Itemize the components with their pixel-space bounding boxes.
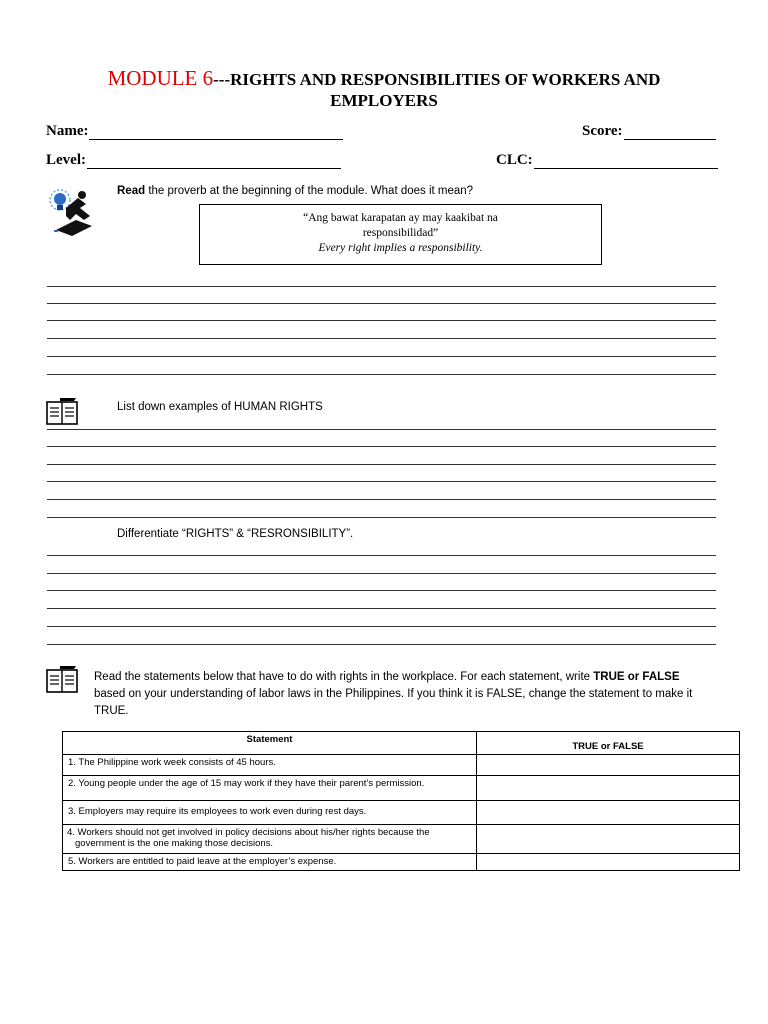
statement-cell: 3. Employers may require its employees to work even during rest days. bbox=[63, 801, 477, 825]
answer-line[interactable] bbox=[47, 590, 716, 591]
statement-column-header: Statement bbox=[63, 732, 477, 755]
level-label: Level: bbox=[46, 152, 86, 168]
proverb-english: Every right implies a responsibility. bbox=[318, 242, 483, 254]
answer-cell[interactable] bbox=[477, 825, 740, 854]
answer-line[interactable] bbox=[47, 517, 716, 518]
notebook-icon bbox=[46, 665, 78, 697]
section4-instruction-part3: TRUE. bbox=[94, 705, 129, 717]
answer-cell[interactable] bbox=[477, 801, 740, 825]
proverb-tagalog-line2: responsibilidad” bbox=[362, 227, 439, 239]
notebook-icon bbox=[46, 397, 78, 429]
answer-line[interactable] bbox=[47, 644, 716, 645]
answer-line[interactable] bbox=[47, 374, 716, 375]
clc-blank[interactable] bbox=[534, 155, 718, 169]
score-blank[interactable] bbox=[624, 126, 716, 140]
title-line1: RIGHTS AND RESPONSIBILITIES OF WORKERS AND bbox=[230, 70, 661, 89]
answer-line[interactable] bbox=[47, 573, 716, 574]
statements-table bbox=[62, 731, 740, 871]
name-label: Name: bbox=[46, 123, 89, 139]
table-row bbox=[63, 801, 740, 825]
answer-cell[interactable] bbox=[477, 854, 740, 871]
statement-cell: 2. Young people under the age of 15 may work if they have their parent’s permission. bbox=[63, 776, 477, 801]
answer-line[interactable] bbox=[47, 320, 716, 321]
answer-cell[interactable] bbox=[477, 776, 740, 801]
name-field[interactable] bbox=[46, 123, 343, 140]
answer-line[interactable] bbox=[47, 555, 716, 556]
section4-instruction bbox=[94, 669, 734, 720]
answer-line[interactable] bbox=[47, 338, 716, 339]
section4-instruction-part2: based on your understanding of labor laws in the Philippines. If you think it is FALSE, change the statement to make it bbox=[94, 688, 693, 700]
proverb-box bbox=[199, 204, 602, 265]
proverb-tagalog-line1: “Ang bawat karapatan ay may kaakibat na bbox=[303, 212, 498, 224]
answer-line[interactable] bbox=[47, 286, 716, 287]
answer-cell[interactable] bbox=[477, 755, 740, 776]
title-dashes: --- bbox=[213, 70, 231, 89]
answer-line[interactable] bbox=[47, 429, 716, 430]
level-blank[interactable] bbox=[87, 155, 341, 169]
answer-line[interactable] bbox=[47, 356, 716, 357]
answer-line[interactable] bbox=[47, 303, 716, 304]
answer-line[interactable] bbox=[47, 481, 716, 482]
section3-instruction: Differentiate “RIGHTS” & “RESRONSIBILITY”. bbox=[117, 528, 354, 540]
module-number: MODULE 6 bbox=[107, 66, 214, 90]
answer-line[interactable] bbox=[47, 499, 716, 500]
section1-instruction-bold: Read bbox=[117, 185, 146, 197]
section1-instruction-rest: the proverb at the beginning of the module. What does it mean? bbox=[145, 185, 474, 197]
statement-cell: 4. Workers should not get involved in policy decisions about his/her rights because the government is the one making those decisions. bbox=[63, 825, 477, 854]
answer-line[interactable] bbox=[47, 608, 716, 609]
clc-label: CLC: bbox=[496, 152, 533, 168]
thinking-person-lightbulb-icon bbox=[46, 186, 100, 238]
table-row bbox=[63, 825, 740, 854]
section2-instruction: List down examples of HUMAN RIGHTS bbox=[117, 401, 323, 413]
section4-instruction-bold: TRUE or FALSE bbox=[593, 671, 680, 683]
module-title bbox=[0, 66, 768, 91]
level-field[interactable] bbox=[46, 152, 341, 169]
section1-instruction bbox=[117, 185, 473, 197]
score-field[interactable] bbox=[582, 123, 716, 140]
statement-cell: 1. The Philippine work week consists of 45 hours. bbox=[63, 755, 477, 776]
table-header-row bbox=[63, 732, 740, 755]
answer-line[interactable] bbox=[47, 464, 716, 465]
name-blank[interactable] bbox=[89, 126, 343, 140]
score-label: Score: bbox=[582, 123, 623, 139]
statement-cell: 5. Workers are entitled to paid leave at the employer’s expense. bbox=[63, 854, 477, 871]
table-row bbox=[63, 755, 740, 776]
clc-field[interactable] bbox=[496, 152, 718, 169]
true-false-column-header: TRUE or FALSE bbox=[477, 732, 740, 755]
table-row bbox=[63, 854, 740, 871]
answer-line[interactable] bbox=[47, 446, 716, 447]
table-row bbox=[63, 776, 740, 801]
title-line2: EMPLOYERS bbox=[330, 91, 438, 110]
answer-line[interactable] bbox=[47, 626, 716, 627]
section4-instruction-part1: Read the statements below that have to do with rights in the workplace. For each statement, write bbox=[94, 671, 594, 683]
